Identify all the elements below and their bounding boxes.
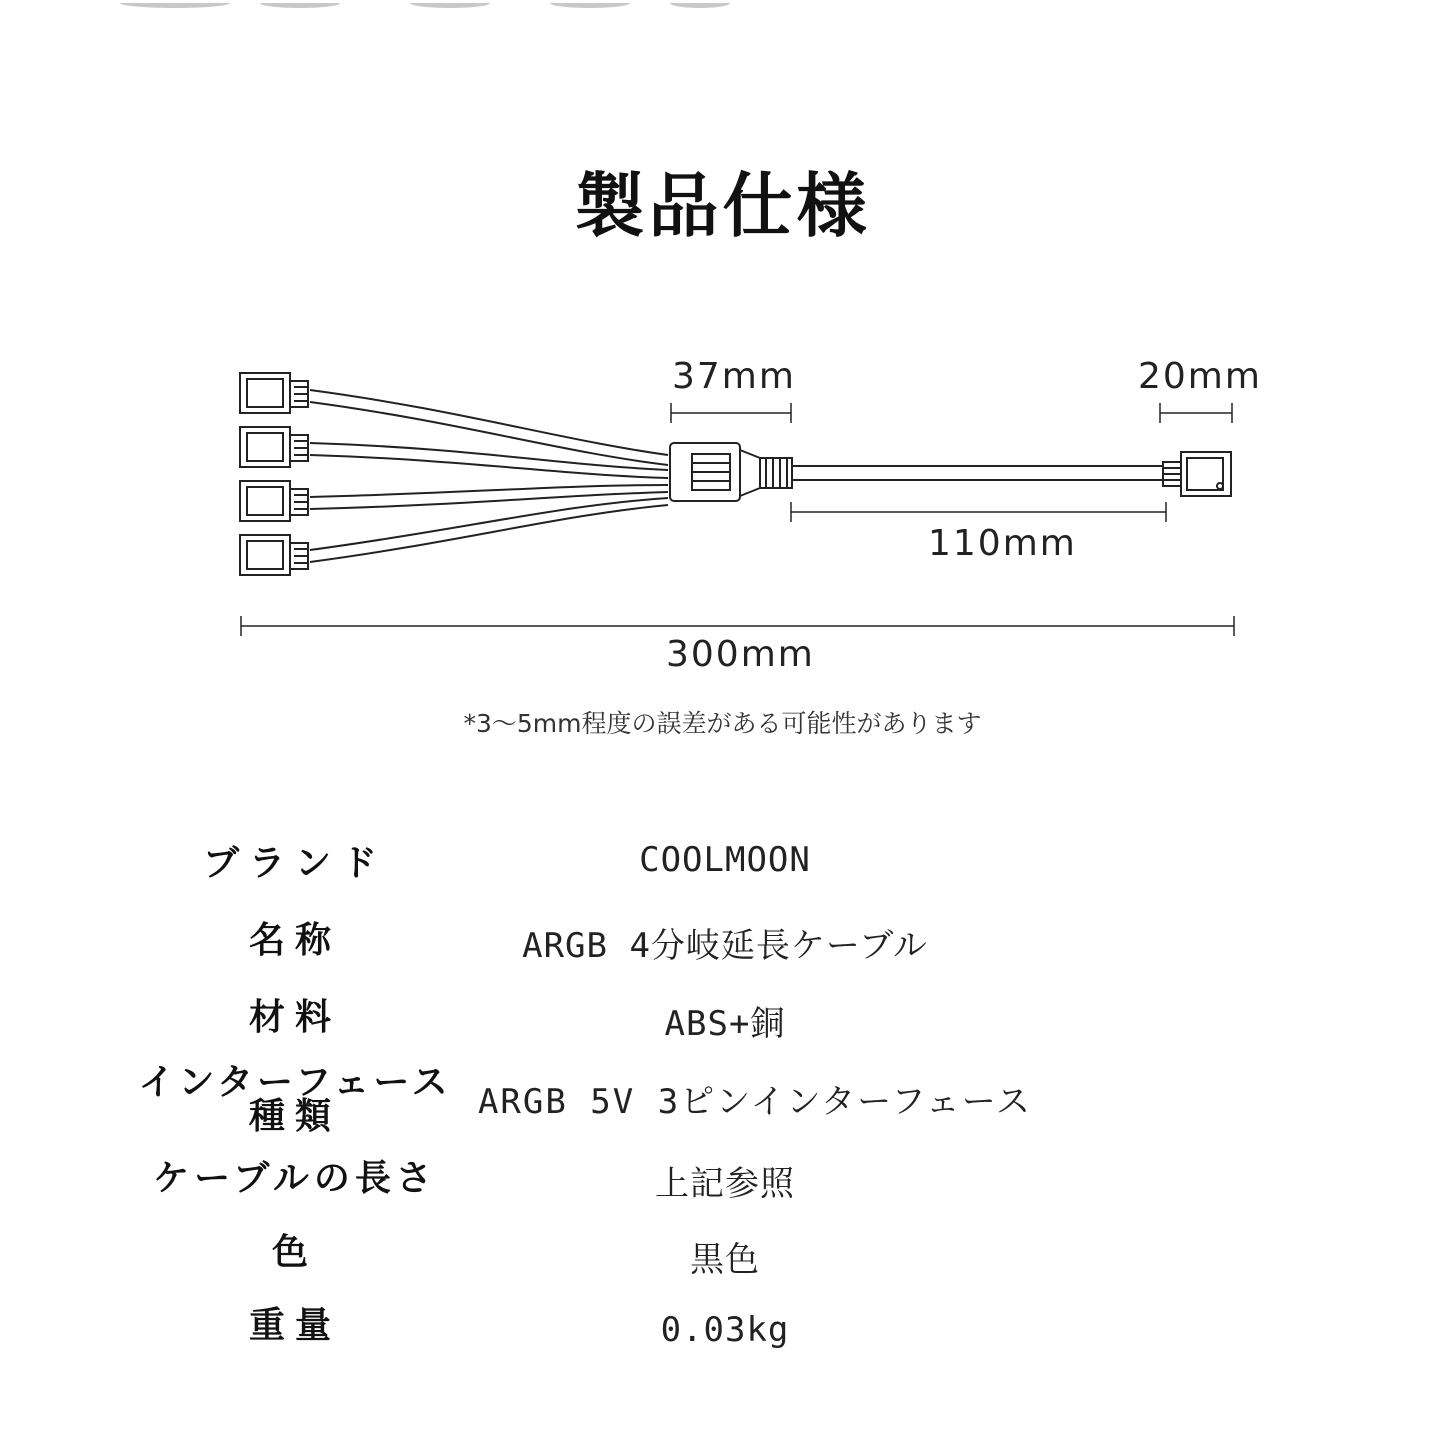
dim-label-300mm: 300mm	[666, 634, 815, 675]
dim-line-110mm	[791, 502, 1166, 522]
dim-label-37mm: 37mm	[672, 356, 796, 397]
dim-line-37mm	[671, 403, 791, 423]
argb-connector-4	[240, 535, 308, 575]
argb-connector-1	[240, 373, 308, 413]
page-title: 製品仕様	[574, 165, 871, 247]
cable-branch-3	[310, 485, 668, 497]
spec-value-brand: COOLMOON	[639, 840, 811, 880]
cable-diagram	[0, 0, 1445, 700]
spec-value-material: ABS+銅	[664, 1004, 786, 1044]
spec-value-name: ARGB 4分岐延長ケーブル	[522, 926, 928, 966]
spec-label-color: 色	[271, 1232, 318, 1273]
spec-value-cable-length: 上記参照	[655, 1164, 795, 1204]
spec-label-brand: ブランド	[202, 843, 387, 884]
splitter-hub	[670, 443, 792, 501]
cable-branch-4b	[310, 505, 668, 562]
spec-value-interface: ARGB 5V 3ピンインターフェース	[477, 1082, 1033, 1122]
spec-value-weight: 0.03kg	[660, 1310, 790, 1350]
argb-connector-3	[240, 481, 308, 521]
spec-label-material: 材料	[248, 997, 341, 1038]
argb-connector-2	[240, 427, 308, 467]
spec-label-interface-line2: 種類	[248, 1096, 341, 1137]
spec-value-color: 黒色	[690, 1240, 760, 1280]
dim-label-20mm: 20mm	[1138, 356, 1262, 397]
spec-label-weight: 重量	[248, 1305, 341, 1346]
cable-branch-4	[310, 498, 668, 550]
dim-line-20mm	[1160, 403, 1232, 423]
spec-label-cable-length: ケーブルの長さ	[153, 1158, 437, 1199]
tolerance-note: *3～5mm程度の誤差がある可能性があります	[463, 709, 982, 738]
spec-label-name: 名称	[248, 920, 341, 961]
argb-plug	[1163, 452, 1231, 496]
spec-label-interface-line1: インターフェース	[138, 1062, 452, 1103]
dim-label-110mm: 110mm	[928, 523, 1077, 564]
dim-line-300mm	[241, 616, 1234, 636]
